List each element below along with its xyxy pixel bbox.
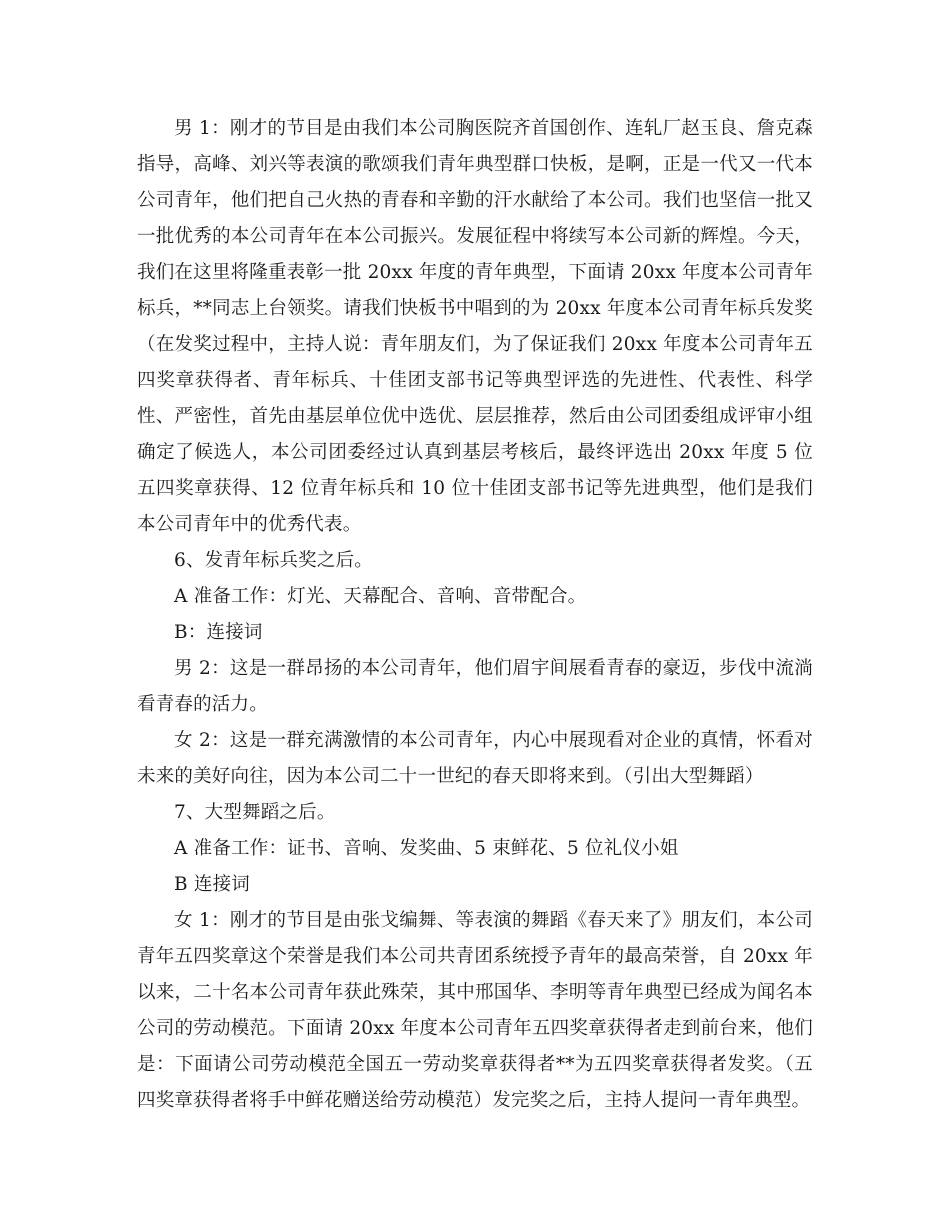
paragraph-section-7-preparation: A 准备工作：证书、音响、发奖曲、5 束鲜花、5 位礼仪小姐: [174, 838, 679, 859]
paragraph-section-7-connector: B 连接词: [174, 874, 250, 895]
paragraph-host-male-2: 男 2：这是一群昂扬的本公司青年，他们眉宇间展看青春的豪迈，步伐中流淌看青春的活力。: [137, 658, 813, 715]
paragraph-section-6-connector: B：连接词: [174, 622, 263, 643]
paragraph-host-female-1: 女 1：刚才的节目是由张戈编舞、等表演的舞蹈《春天来了》朋友们，本公司青年五四奖章这个荣誉是我们本公司共青团系统授予青年的最高荣誉，自 20xx 年以来，二十名本公司青年获此殊荣，其中邢国华、李明等青年典型已经成为闻名本公司的劳动模范。下面请 20xx 年度本公司青年五四奖章获得者走到前台来，他们是：下面请公司劳动模范全国五一劳动奖章获得者**为五四奖章获得者发奖。（五四奖章获得者将手中鲜花赠送给劳动模范）发完奖之后，主持人提问一青年典型。: [137, 910, 813, 1111]
paragraph-host-female-2: 女 2：这是一群充满激情的本公司青年，内心中展现看对企业的真情，怀看对未来的美好向往，因为本公司二十一世纪的春天即将来到。（引出大型舞蹈）: [137, 730, 813, 787]
paragraph-section-6-heading: 6、发青年标兵奖之后。: [174, 550, 373, 571]
paragraph-section-6-preparation: A 准备工作：灯光、天幕配合、音响、音带配合。: [174, 586, 587, 607]
paragraph-section-7-heading: 7、大型舞蹈之后。: [174, 802, 336, 823]
document-body: [137, 111, 813, 1119]
paragraph-host-male-1-intro: 男 1：刚才的节目是由我们本公司胸医院齐首国创作、连轧厂赵玉良、詹克森指导，高峰、刘兴等表演的歌颂我们青年典型群口快板，是啊，正是一代又一代本公司青年，他们把自己火热的青春和辛勤的汗水献给了本公司。我们也坚信一批又一批优秀的本公司青年在本公司振兴。发展征程中将续写本公司新的辉煌。今天，我们在这里将隆重表彰一批 20xx 年度的青年典型，下面请 20xx 年度本公司青年标兵，**同志上台领奖。请我们快板书中唱到的为 20xx 年度本公司青年标兵发奖（在发奖过程中，主持人说：青年朋友们，为了保证我们 20xx 年度本公司青年五四奖章获得者、青年标兵、十佳团支部书记等典型评选的先进性、代表性、科学性、严密性，首先由基层单位优中选优、层层推荐，然后由公司团委组成评审小组确定了候选人，本公司团委经过认真到基层考核后，最终评选出 20xx 年度 5 位五四奖章获得、12 位青年标兵和 10 位十佳团支部书记等先进典型，他们是我们本公司青年中的优秀代表。: [137, 118, 813, 535]
